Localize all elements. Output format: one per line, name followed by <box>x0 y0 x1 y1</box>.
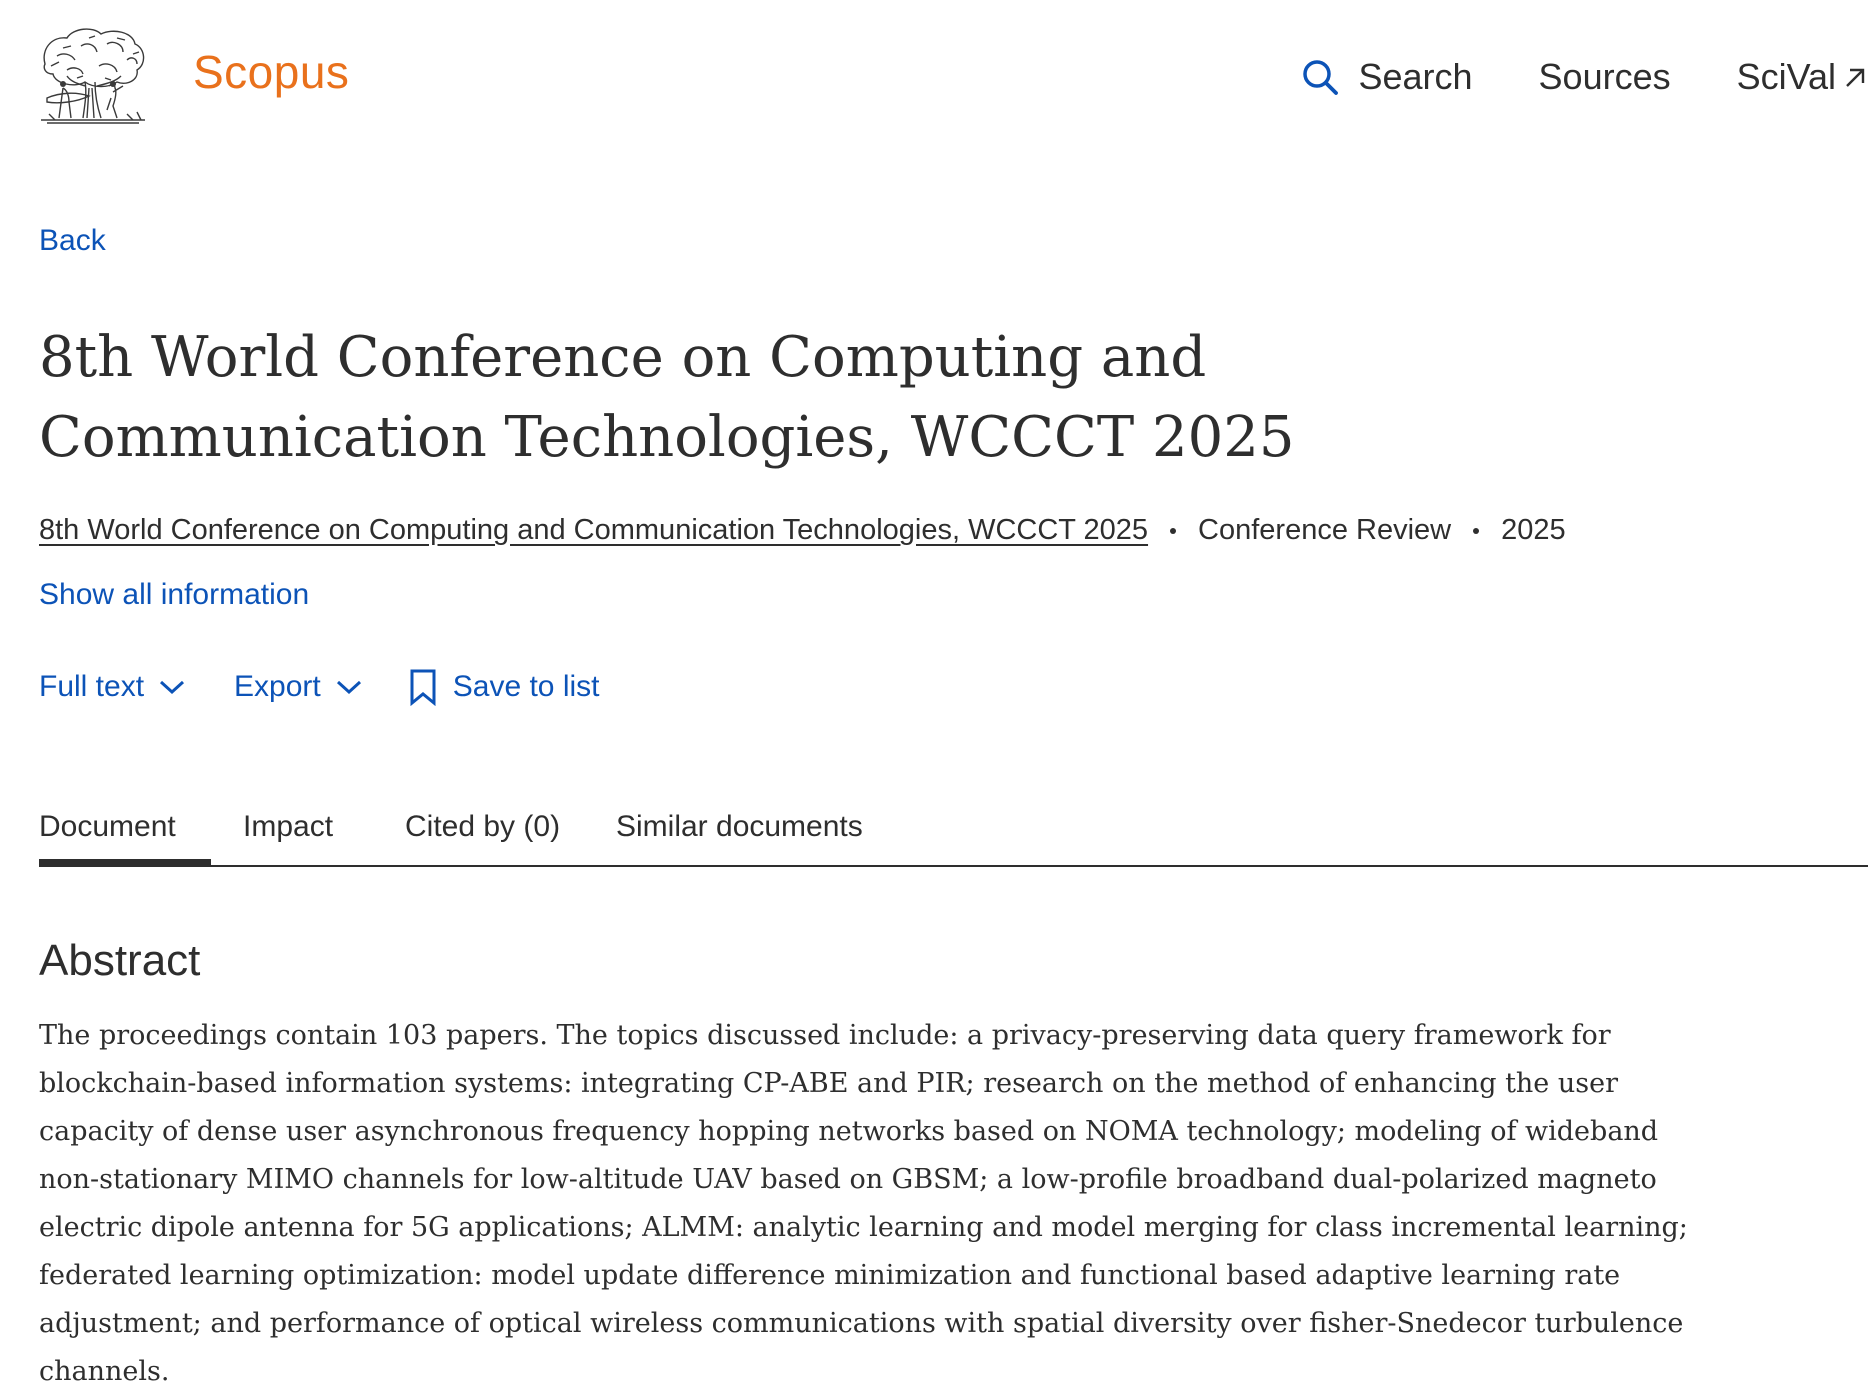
meta-separator <box>1473 528 1479 534</box>
chevron-down-icon <box>158 678 186 696</box>
meta-separator <box>1170 528 1176 534</box>
tab-similar-documents[interactable]: Similar documents <box>616 810 863 843</box>
save-to-list-button[interactable] <box>409 668 600 706</box>
elsevier-tree-logo-icon <box>37 26 149 126</box>
export-label: Export <box>234 670 321 703</box>
export-button[interactable] <box>234 670 363 704</box>
document-type: Conference Review <box>1198 514 1452 546</box>
document-tabs <box>39 810 1868 867</box>
tab-cited-by[interactable]: Cited by (0) <box>405 810 561 843</box>
full-text-label: Full text <box>39 670 145 703</box>
elsevier-logo[interactable] <box>37 26 149 126</box>
abstract-heading: Abstract <box>39 936 201 985</box>
bookmark-icon <box>409 668 437 706</box>
document-actions <box>39 668 599 706</box>
document-title: 8th World Conference on Computing and Communication Technologies, WCCCT 2025 <box>39 325 1295 470</box>
back-link[interactable]: Back <box>39 224 106 257</box>
nav-scival-label: SciVal <box>1736 56 1836 97</box>
publication-year: 2025 <box>1501 514 1566 546</box>
nav-sources-label: Sources <box>1538 56 1671 97</box>
nav-sources[interactable] <box>1539 56 1671 98</box>
abstract-text: The proceedings contain 103 papers. The topics discussed include: a privacy-preserving data query framework for blockchain-based information systems: integrating CP-ABE and PIR; research on the method of enhancing the user capacity of dense user asynchronous frequency hopping networks based on NOMA technology; modeling of wideband non-stationary MIMO channels for low-altitude UAV based on GBSM; a low-profile broadband dual-polarized magneto electric dipole antenna for 5G applications; ALMM: analytic learning and model merging for class incremental learning; federated learning optimization: model update difference minimization and functional based adaptive learning rate adjustment; and performance of optical wireless communications with spatial diversity over fisher-Snedecor turbulence channels. <box>39 1020 1688 1387</box>
tab-document[interactable]: Document <box>39 810 211 865</box>
top-navigation <box>1234 50 1868 104</box>
chevron-down-icon <box>335 678 363 696</box>
search-icon <box>1300 57 1340 97</box>
source-title-link[interactable]: 8th World Conference on Computing and Communication Technologies, WCCCT 2025 <box>39 514 1149 546</box>
nav-scival[interactable] <box>1737 56 1868 98</box>
save-to-list-label: Save to list <box>452 670 600 703</box>
full-text-button[interactable] <box>39 670 186 704</box>
brand-name[interactable]: Scopus <box>193 46 350 98</box>
show-all-information-link[interactable]: Show all information <box>39 578 310 611</box>
site-header <box>0 0 1868 160</box>
document-meta <box>39 514 1566 547</box>
tab-impact[interactable]: Impact <box>243 810 334 843</box>
external-arrow-icon <box>1842 64 1868 90</box>
nav-search[interactable] <box>1300 56 1472 98</box>
nav-search-label: Search <box>1358 56 1473 97</box>
